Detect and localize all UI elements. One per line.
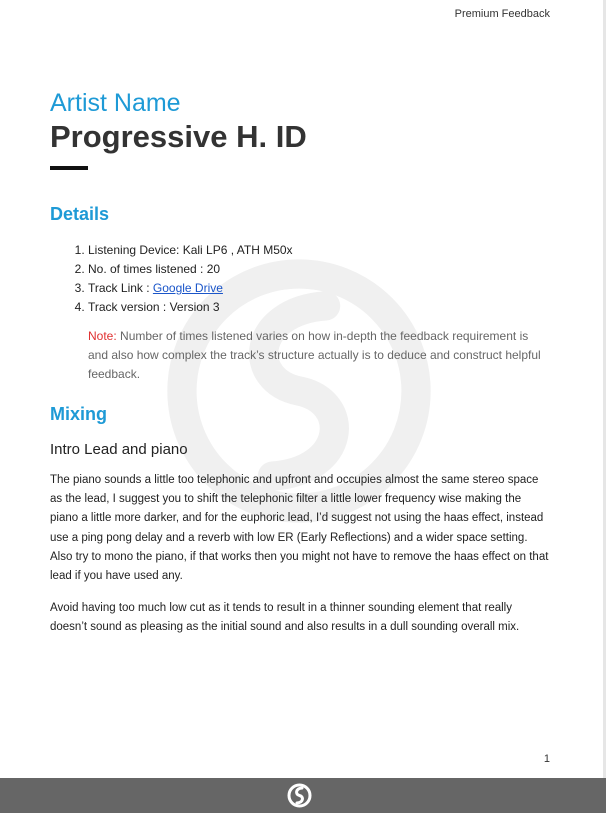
track-link-prefix: Track Link : bbox=[88, 281, 153, 295]
details-heading: Details bbox=[50, 204, 110, 224]
footer-bar bbox=[0, 778, 606, 813]
note-text: Number of times listened varies on how in-depth the feedback requirement is and also how complex the track’s structure actually is to deduce and construct helpful feedback. bbox=[88, 329, 541, 381]
list-item: 2. No. of times listened : 20 bbox=[88, 260, 550, 279]
footer-logo-icon bbox=[287, 783, 312, 808]
mixing-heading: Mixing bbox=[50, 404, 107, 424]
mixing-subheading: Intro Lead and piano bbox=[50, 441, 188, 458]
note-paragraph bbox=[88, 327, 550, 384]
details-list bbox=[50, 241, 550, 317]
note-label: Note: bbox=[88, 329, 117, 343]
google-drive-link[interactable]: Google Drive bbox=[152, 281, 223, 295]
artist-name: Artist Name bbox=[50, 89, 181, 117]
header-label: Premium Feedback bbox=[454, 8, 550, 20]
paragraph: Avoid having too much low cut as it tends to result in a thinner sounding element that really doesn’t sound as pleasing as the initial sound and also results in a dull sounding overall mix. bbox=[50, 602, 520, 634]
title-underline bbox=[50, 166, 88, 170]
track-title: Progressive H. ID bbox=[50, 119, 307, 154]
page-number: 1 bbox=[543, 753, 550, 765]
list-item bbox=[88, 279, 550, 298]
list-item: 4. Track version : Version 3 bbox=[88, 298, 550, 317]
paragraph: The piano sounds a little too telephonic and upfront and occupies almost the same stereo space as the lead, I suggest you to shift the telephonic filter a little lower frequency wise making the piano a little more darker, and for the euphoric lead, I’d suggest not using the haas effect, instead use a ping pong delay and a reverb with low ER (Early Reflections) and a wider space setting. Also try to mono the piano, if that works then you might not have to remove the haas effect on that lead if you have used any. bbox=[50, 474, 549, 583]
list-item: 1. Listening Device: Kali LP6 , ATH M50x bbox=[88, 241, 550, 260]
document-content bbox=[50, 88, 550, 638]
